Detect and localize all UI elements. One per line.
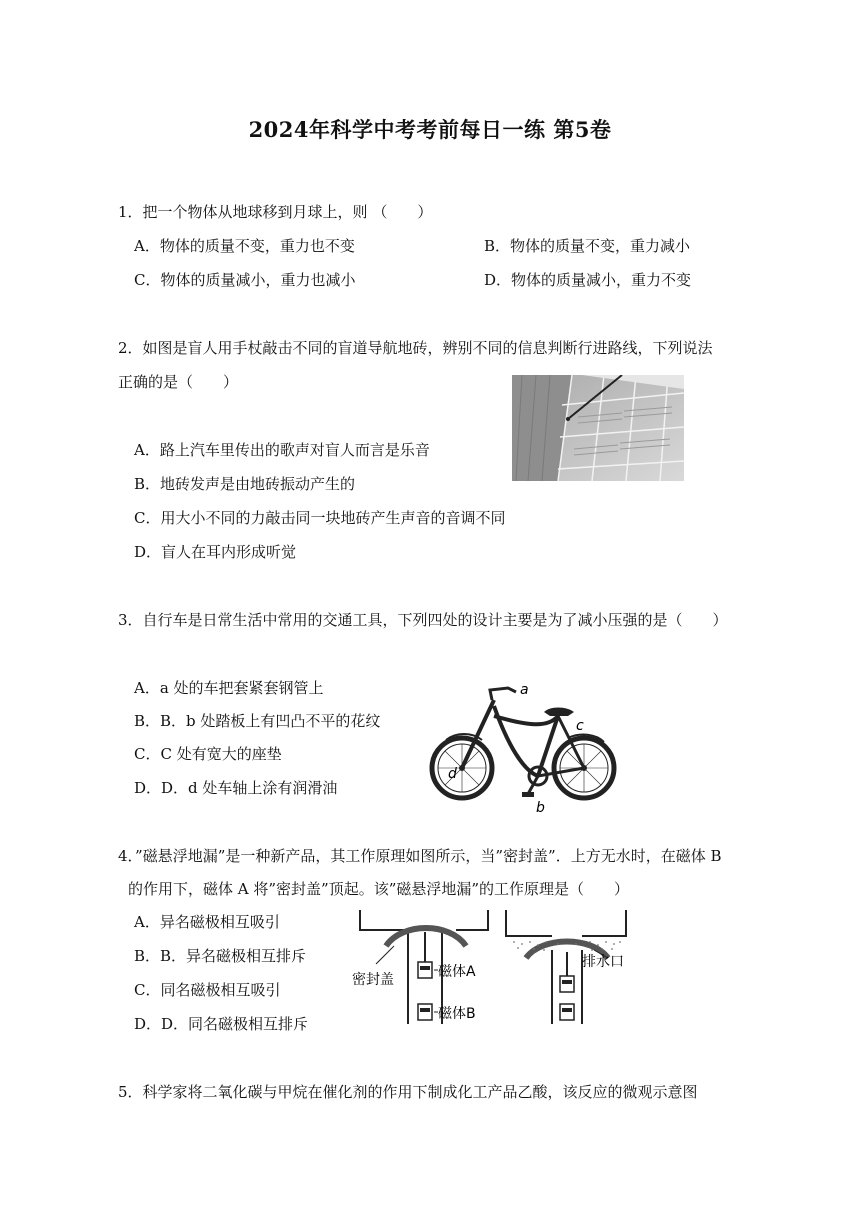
bicycle-label-b: b <box>536 800 545 816</box>
question-4-option-c: C．同名磁极相互吸引 <box>134 981 281 999</box>
question-2-stem-line1: 2．如图是盲人用手杖敲击不同的盲道导航地砖，辨别不同的信息判断行进路线，下列说法 <box>118 339 713 357</box>
bicycle-label-a: a <box>520 682 529 698</box>
page-title: 2024年科学中考考前每日一练 第5卷 <box>248 117 612 142</box>
question-4-option-a: A．异名磁极相互吸引 <box>134 913 280 931</box>
magnetic-floor-drain-figure <box>346 906 636 1030</box>
question-3-option-c: C．C 处有宽大的座垫 <box>134 745 282 763</box>
question-4-stem-line1: 4．”磁悬浮地漏”是一种新产品，其工作原理如图所示，当”密封盖”．上方无水时，在磁体 B <box>118 847 722 865</box>
question-1-option-b: B．物体的质量不变，重力减小 <box>484 237 691 255</box>
question-3-option-d: D．D．d 处车轴上涂有润滑油 <box>134 779 338 797</box>
question-2-option-b: B．地砖发声是由地砖振动产生的 <box>134 475 356 493</box>
question-1-stem: 1．把一个物体从地球移到月球上，则 （ ） <box>118 203 433 221</box>
bicycle-figure <box>428 676 634 818</box>
bicycle-label-c: c <box>576 718 584 734</box>
label-magnet-a: 磁体A <box>438 964 476 980</box>
question-4-stem-line2: 的作用下，磁体 A 将”密封盖”顶起。该”磁悬浮地漏”的工作原理是（ ） <box>128 880 630 898</box>
question-5-stem: 5．科学家将二氧化碳与甲烷在催化剂的作用下制成化工产品乙酸，该反应的微观示意图 <box>118 1083 698 1101</box>
question-1-option-a: A．物体的质量不变，重力也不变 <box>134 237 355 255</box>
label-drain-outlet: 排水口 <box>582 954 624 970</box>
question-1-option-d: D．物体的质量减小，重力不变 <box>484 271 692 289</box>
question-2-stem-line2: 正确的是（ ） <box>118 373 239 391</box>
question-3-option-a: A．a 处的车把套紧套钢管上 <box>134 679 324 697</box>
question-2-option-c: C．用大小不同的力敲击同一块地砖产生声音的音调不同 <box>134 509 506 527</box>
question-4-option-d: D．D．同名磁极相互排斥 <box>134 1015 309 1033</box>
question-3-stem: 3．自行车是日常生活中常用的交通工具，下列四处的设计主要是为了减小压强的是（ ） <box>118 611 728 629</box>
question-2-option-a: A．路上汽车里传出的歌声对盲人而言是乐音 <box>134 441 430 459</box>
question-3-option-b: B．B．b 处踏板上有凹凸不平的花纹 <box>134 712 381 730</box>
blind-path-photo <box>512 375 684 481</box>
label-seal-cover: 密封盖 <box>352 972 394 988</box>
bicycle-label-d: d <box>448 766 457 782</box>
question-1-option-c: C．物体的质量减小，重力也减小 <box>134 271 356 289</box>
question-2-option-d: D．盲人在耳内形成听觉 <box>134 543 297 561</box>
label-magnet-b: 磁体B <box>438 1006 476 1022</box>
question-4-option-b: B．B．异名磁极相互排斥 <box>134 947 307 965</box>
